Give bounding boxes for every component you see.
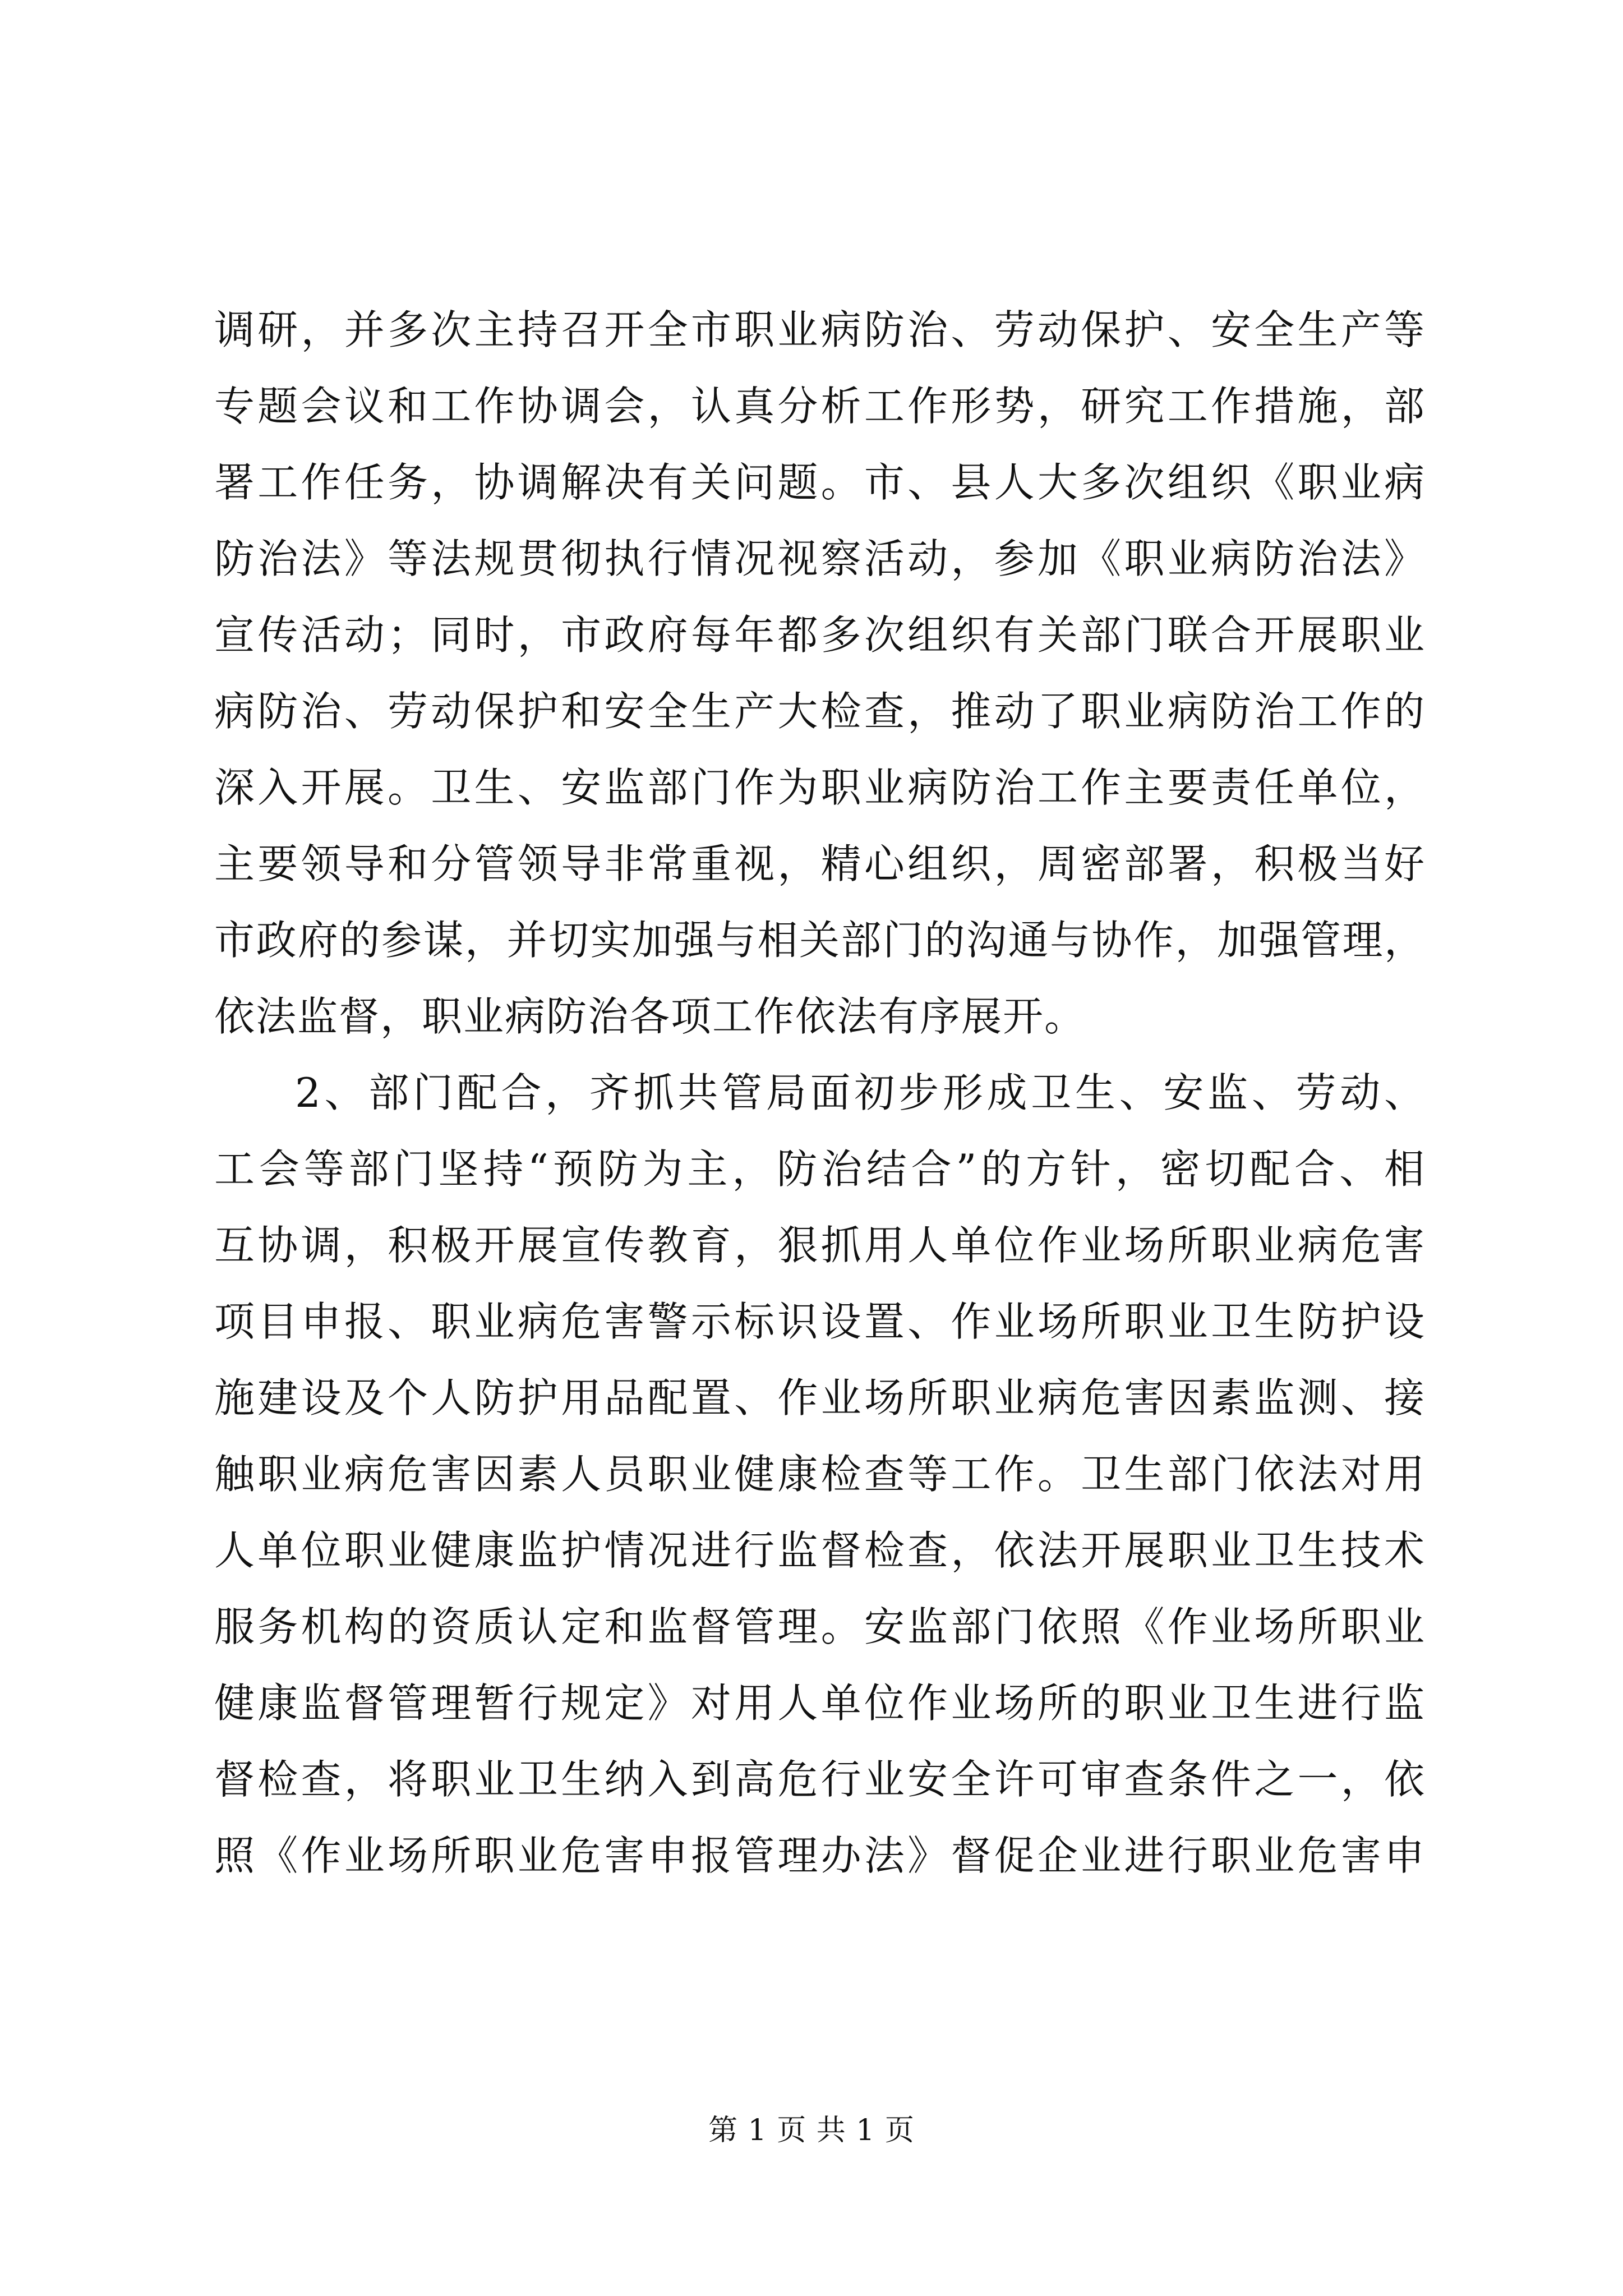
- paragraph-first-line: 2、部门配合，齐抓共管局面初步形成卫生、安监、劳动、: [295, 1069, 1426, 1116]
- page-number-footer: 第 1 页 共 1 页: [708, 2114, 915, 2147]
- text-line: 深入开展。卫生、安监部门作为职业病防治工作主要责任单位，: [214, 764, 1426, 811]
- text-line: 主要领导和分管领导非常重视，精心组织，周密部署，积极当好: [214, 840, 1426, 887]
- text-line: 工会等部门坚持“预防为主，防治结合”的方针，密切配合、相: [214, 1145, 1426, 1193]
- text-line: 服务机构的资质认定和监督管理。安监部门依照《作业场所职业: [214, 1603, 1426, 1650]
- text-line: 市政府的参谋，并切实加强与相关部门的沟通与协作，加强管理，: [214, 917, 1426, 964]
- text-line: 健康监督管理暂行规定》对用人单位作业场所的职业卫生进行监: [214, 1680, 1426, 1727]
- text-line: 依法监督，职业病防治各项工作依法有序展开。: [214, 993, 1086, 1040]
- text-line: 人单位职业健康监护情况进行监督检查，依法开展职业卫生技术: [214, 1527, 1426, 1574]
- body-text: [214, 292, 1426, 1894]
- text-line: 项目申报、职业病危害警示标识设置、作业场所职业卫生防护设: [214, 1298, 1426, 1345]
- text-line: 宣传活动；同时，市政府每年都多次组织有关部门联合开展职业: [214, 611, 1426, 659]
- text-line: 施建设及个人防护用品配置、作业场所职业病危害因素监测、接: [214, 1374, 1426, 1421]
- text-line: 专题会议和工作协调会，认真分析工作形势，研究工作措施，部: [214, 383, 1426, 430]
- text-line: 督检查，将职业卫生纳入到高危行业安全许可审查条件之一，依: [214, 1756, 1426, 1803]
- text-line: 互协调，积极开展宣传教育，狠抓用人单位作业场所职业病危害: [214, 1222, 1426, 1269]
- text-line: 署工作任务，协调解决有关问题。市、县人大多次组织《职业病: [214, 459, 1426, 506]
- text-line: 病防治、劳动保护和安全生产大检查，推动了职业病防治工作的: [214, 688, 1426, 735]
- text-line: 照《作业场所职业危害申报管理办法》督促企业进行职业危害申: [214, 1832, 1426, 1879]
- text-line: 调研，并多次主持召开全市职业病防治、劳动保护、安全生产等: [214, 306, 1426, 353]
- text-line: 防治法》等法规贯彻执行情况视察活动，参加《职业病防治法》: [214, 535, 1426, 582]
- text-line: 触职业病危害因素人员职业健康检查等工作。卫生部门依法对用: [214, 1451, 1426, 1498]
